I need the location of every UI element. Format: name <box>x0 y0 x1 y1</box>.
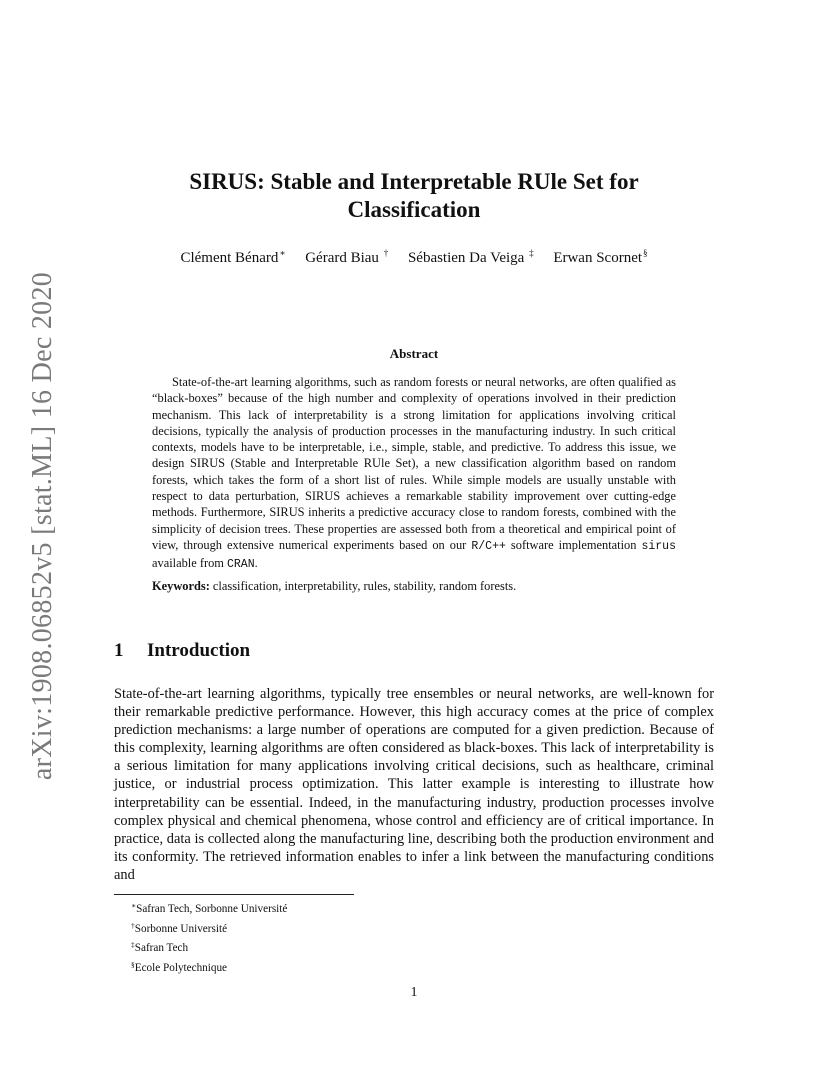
code-package: sirus <box>641 539 676 553</box>
author-name: Sébastien Da Veiga <box>407 250 525 266</box>
section-heading <box>114 640 250 662</box>
code-language: R/C++ <box>471 539 506 553</box>
code-repository: CRAN <box>227 558 255 572</box>
author-2 <box>305 250 388 266</box>
footnote-divider <box>114 894 354 895</box>
footnote-text: Sorbonne Université <box>134 922 228 935</box>
introduction-paragraph: State-of-the-art learning algorithms, typically tree ensembles or neural networks, are well-known for their remarkable predictive performance. However, this high accuracy comes at the price of complex prediction mechanisms: a large number of operations are computed for a given prediction. Because of this complexity, learning algorithms are often considered as black-boxes. This lack of interpretability is a serious limitation for many applications involving critical decisions, such as healthcare, criminal justice, or industrial process optimization. This latter example is interesting to illustrate how interpretability can be essential. Indeed, in the manufacturing industry, production processes involve complex physical and chemical phenomena, whose control and efficiency are of critical importance. In practice, data is collected along the manufacturing line, describing both the production environment and its conformity. The retrieved information enables to infer a link between the manufacturing conditions and <box>114 686 714 883</box>
author-name: Clément Bénard <box>180 250 279 266</box>
abstract-body <box>152 374 676 594</box>
arxiv-identifier-stamp <box>18 271 68 781</box>
author-1 <box>180 250 285 266</box>
page-number: 1 <box>410 985 418 1000</box>
abstract-heading: Abstract <box>389 346 439 361</box>
keywords-list: classification, interpretability, rules, stability, random forests. <box>209 578 517 593</box>
footnote <box>131 937 287 957</box>
footnote-text: Ecole Polytechnique <box>134 961 228 974</box>
footnote <box>131 918 287 938</box>
author-affiliation-mark: † <box>383 248 389 258</box>
footnote-mark: § <box>131 959 135 969</box>
keywords-line <box>152 578 676 594</box>
footnote-mark: ∗ <box>131 901 137 910</box>
abstract-paragraph <box>152 374 676 574</box>
footnote <box>131 957 287 977</box>
footnote-mark: ‡ <box>131 940 135 949</box>
author-name: Erwan Scornet <box>553 250 643 266</box>
footnote-text: Safran Tech, Sorbonne Université <box>136 903 288 915</box>
author-3 <box>408 250 534 266</box>
author-affiliation-mark: ∗ <box>279 248 286 258</box>
abstract-text: available from <box>152 556 227 571</box>
author-name: Gérard Biau <box>305 250 379 266</box>
abstract-text: State-of-the-art learning algorithms, such as random forests or neural networks, are often qualified as “black-boxes” because of the high number and complexity of operations involved in their prediction mechanism. This lack of interpretability is a strong limitation for applications involving critical decisions, typically the analysis of production processes in the manufacturing industry. In such critical contexts, models have to be interpretable, i.e., simple, stable, and predictive. To address this issue, we design SIRUS (Stable and Interpretable RUle Set), a new classification algorithm based on random forests, which takes the form of a short list of rules. While simple models are usually unstable with respect to data perturbation, SIRUS achieves a remarkable stability improvement over cutting-edge methods. Furthermore, SIRUS inherits a predictive accuracy close to random forests, combined with the simplicity of decision trees. These properties are assessed both from a theoretical and empirical point of view, through extensive numerical experiments based on our <box>152 375 676 552</box>
paper-title <box>114 168 714 224</box>
section-number: 1 <box>114 640 124 661</box>
footnotes <box>131 898 287 976</box>
author-4 <box>553 250 647 266</box>
abstract-text: software implementation <box>505 537 642 552</box>
arxiv-identifier-text: arXiv:1908.06852v5 [stat.ML] 16 Dec 2020 <box>27 271 59 781</box>
author-affiliation-mark: § <box>643 248 648 258</box>
footnote <box>131 898 287 918</box>
footnote-text: Safran Tech <box>134 942 189 954</box>
keywords-label: Keywords: <box>152 578 210 593</box>
title-line-1: SIRUS: Stable and Interpretable RUle Set for <box>189 169 639 194</box>
author-list <box>114 248 714 267</box>
abstract-text: . <box>254 556 258 571</box>
footnote-mark: † <box>131 920 135 930</box>
section-title: Introduction <box>147 640 251 661</box>
title-line-2: Classification <box>347 197 481 222</box>
author-affiliation-mark: ‡ <box>529 248 534 258</box>
